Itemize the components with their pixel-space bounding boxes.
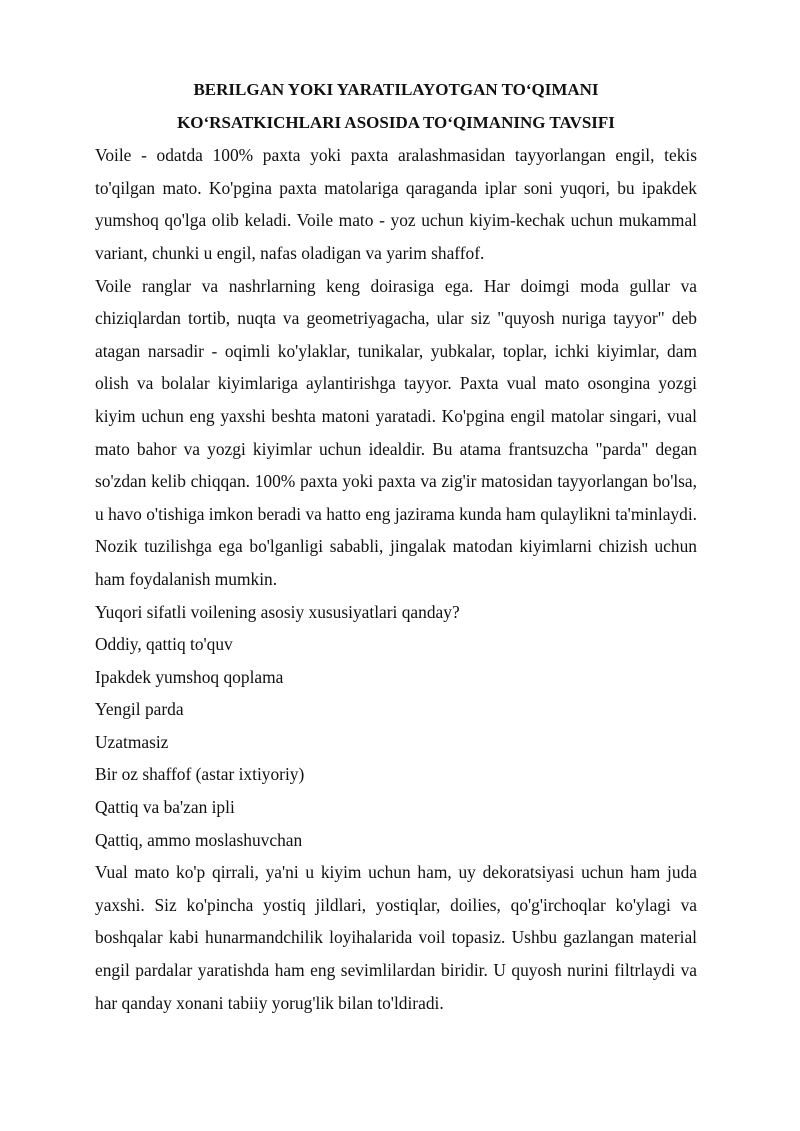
- list-item: Oddiy, qattiq to'quv: [95, 634, 233, 655]
- list-item: Qattiq, ammo moslashuvchan: [95, 829, 303, 850]
- features-list: [95, 628, 697, 856]
- list-item: Bir oz shaffof (astar ixtiyoriy): [95, 764, 305, 785]
- list-item: Uzatmasiz: [95, 731, 169, 752]
- features-question: Yuqori sifatli voilening asosiy xususiyatlari qanday?: [95, 601, 460, 622]
- title-line-1: BERILGAN YOKI YARATILAYOTGAN TO‘QIMANI: [193, 80, 599, 99]
- list-item: Yengil parda: [95, 699, 184, 720]
- title-line-2: KO‘RSATKICHLARI ASOSIDA TO‘QIMANING TAVSIFI: [177, 112, 615, 132]
- paragraph-intro: Voile - odatda 100% paxta yoki paxta aralashmasidan tayyorlangan engil, tekis to'qilgan mato. Ko'pgina paxta matolariga qaraganda iplar soni yuqori, bu ipakdek yumshoq qo'lga olib keladi. Voile mato - yoz uchun kiyim-kechak uchun mukammal variant, chunki u engil, nafas oladigan va yarim shaffof.: [95, 145, 697, 263]
- document-page: [95, 74, 697, 1019]
- list-item: Ipakdek yumshoq qoplama: [95, 666, 284, 687]
- paragraph-uses: Vual mato ko'p qirrali, ya'ni u kiyim uchun ham, uy dekoratsiyasi uchun ham juda yaxshi. Siz ko'pincha yostiq jildlari, yostiqlar, doilies, qo'g'irchoqlar ko'ylagi va boshqalar kabi hunarmandchilik loyihalarida voil topasiz. Ushbu gazlangan material engil pardalar yaratishda ham eng sevimlilardan biridir. U quyosh nurini filtrlaydi va har qanday xonani tabiiy yorug'lik bilan to'ldiradi.: [95, 862, 697, 1013]
- paragraph-colors: Voile ranglar va nashrlarning keng doirasiga ega. Har doimgi moda gullar va chiziqlardan tortib, nuqta va geometriyagacha, ular siz "quyosh nuriga tayyor" deb atagan narsadir - oqimli ko'ylaklar, tunikalar, yubkalar, toplar, ichki kiyimlar, dam olish va bolalar kiyimlariga aylantirishga tayyor. Paxta vual mato osongina yozgi kiyim uchun eng yaxshi beshta matoni yaratadi. Ko'pgina engil matolar singari, vual mato bahor va yozgi kiyimlar uchun idealdir. Bu atama frantsuzcha "parda" degan so'zdan kelib chiqqan. 100% paxta yoki paxta va zig'ir matosidan tayyorlangan bo'lsa, u havo o'tishiga imkon beradi va hatto eng jazirama kunda ham qulaylikni ta'minlaydi. Nozik tuzilishga ega bo'lganligi sababli, jingalak matodan kiyimlarni chizish uchun ham foydalanish mumkin.: [95, 275, 697, 589]
- list-item: Qattiq va ba'zan ipli: [95, 797, 235, 818]
- document-title: [95, 74, 697, 139]
